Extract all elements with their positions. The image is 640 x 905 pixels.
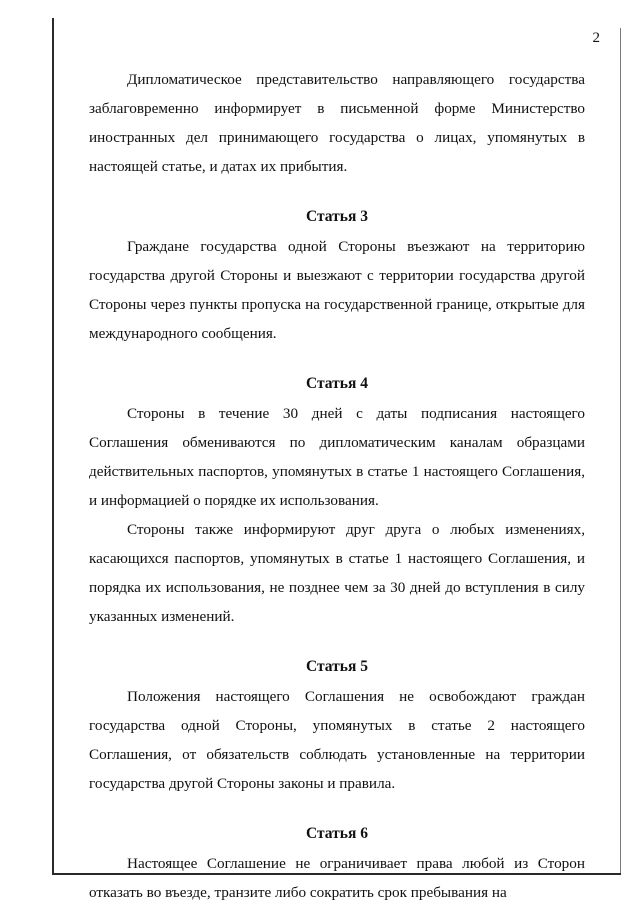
article-4-paragraph-2: Стороны также информируют друг друга о любых изменениях, касающихся паспортов, упомянутых в статье 1 настоящего Соглашения, и порядка их использования, не позднее чем за 30 дней до вступления в силу указанных изменений.	[89, 521, 585, 625]
article-3-paragraph-1: Граждане государства одной Стороны въезжают на территорию государства другой Стороны и выезжают с территории государства другой Стороны через пункты пропуска на государственной границе, открытые для международного сообщения.	[89, 238, 585, 342]
page-number: 2	[592, 30, 600, 46]
article-6-heading: Статья 6	[306, 825, 368, 842]
article-4-heading: Статья 4	[306, 375, 368, 392]
article-6-paragraph-1: Настоящее Соглашение не ограничивает права любой из Сторон отказать во въезде, транзите либо сократить срок пребывания на	[89, 855, 585, 901]
article-3-heading: Статья 3	[306, 208, 368, 225]
article-5-heading: Статья 5	[306, 658, 368, 675]
scan-border-left	[52, 18, 54, 874]
document-body	[89, 65, 585, 905]
intro-paragraph: Дипломатическое представительство направляющего государства заблаговременно информирует в письменной форме Министерство иностранных дел принимающего государства о лицах, упомянутых в настоящей статье, и датах их прибытия.	[89, 71, 585, 175]
article-5-paragraph-1: Положения настоящего Соглашения не освобождают граждан государства одной Стороны, упомянутых в статье 2 настоящего Соглашения, от обязательств соблюдать установленные на территории государства другой Стороны законы и правила.	[89, 688, 585, 792]
article-4-paragraph-1: Стороны в течение 30 дней с даты подписания настоящего Соглашения обмениваются по дипломатическим каналам образцами действительных паспортов, упомянутых в статье 1 настоящего Соглашения, и информацией о порядке их использования.	[89, 405, 585, 509]
scan-border-right	[620, 28, 621, 874]
